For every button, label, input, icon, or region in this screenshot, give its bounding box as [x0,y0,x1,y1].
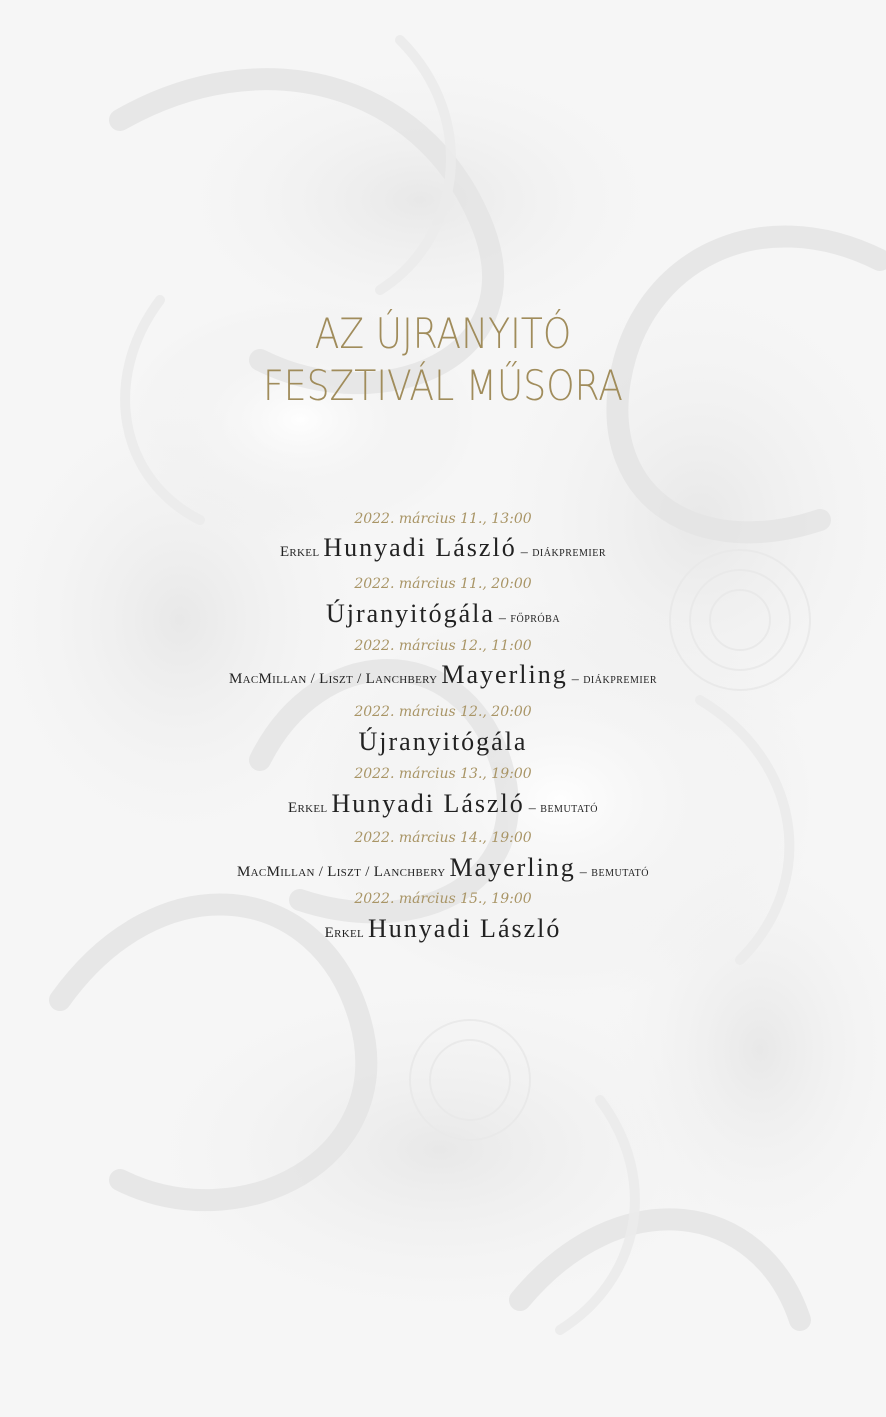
page-title-line-1: AZ ÚJRANYITÓ [314,309,572,358]
event-date: 2022. március 12., 11:00 [354,638,532,654]
event-name: Újranyitógála [358,727,528,756]
event-name: Hunyadi László [331,789,525,818]
event-composer: MacMillan / Liszt / Lanchbery [237,864,446,880]
event-title [0,855,886,881]
event-title [0,662,886,688]
event-date: 2022. március 11., 20:00 [354,576,532,592]
event-title [0,729,886,755]
page-title-line-2: FESZTIVÁL MŰSORA [262,361,623,410]
event-name: Mayerling [441,660,568,689]
event-date: 2022. március 11., 13:00 [354,511,532,527]
event-name: Hunyadi László [368,914,562,943]
event-note: – bemutató [579,865,649,880]
event-name: Mayerling [449,853,576,882]
event-composer: Erkel [288,800,328,816]
event-name: Hunyadi László [323,533,517,562]
event-date: 2022. március 15., 19:00 [354,891,532,907]
event-title [0,916,886,942]
event-date: 2022. március 14., 19:00 [354,830,532,846]
event-composer: Erkel [279,544,320,560]
event-title [0,791,886,817]
event-composer: MacMillan / Liszt / Lanchbery [228,671,438,687]
event-title [0,601,886,627]
event-date: 2022. március 13., 19:00 [354,766,532,782]
event-note: – diákpremier [571,672,658,687]
event-note: – főpróba [498,611,561,626]
event-composer: Erkel [324,925,365,941]
event-name: Újranyitógála [325,599,495,628]
event-date: 2022. március 12., 20:00 [354,704,532,720]
event-title [0,535,886,561]
event-note: – bemutató [528,801,598,816]
event-note: – diákpremier [520,545,607,560]
